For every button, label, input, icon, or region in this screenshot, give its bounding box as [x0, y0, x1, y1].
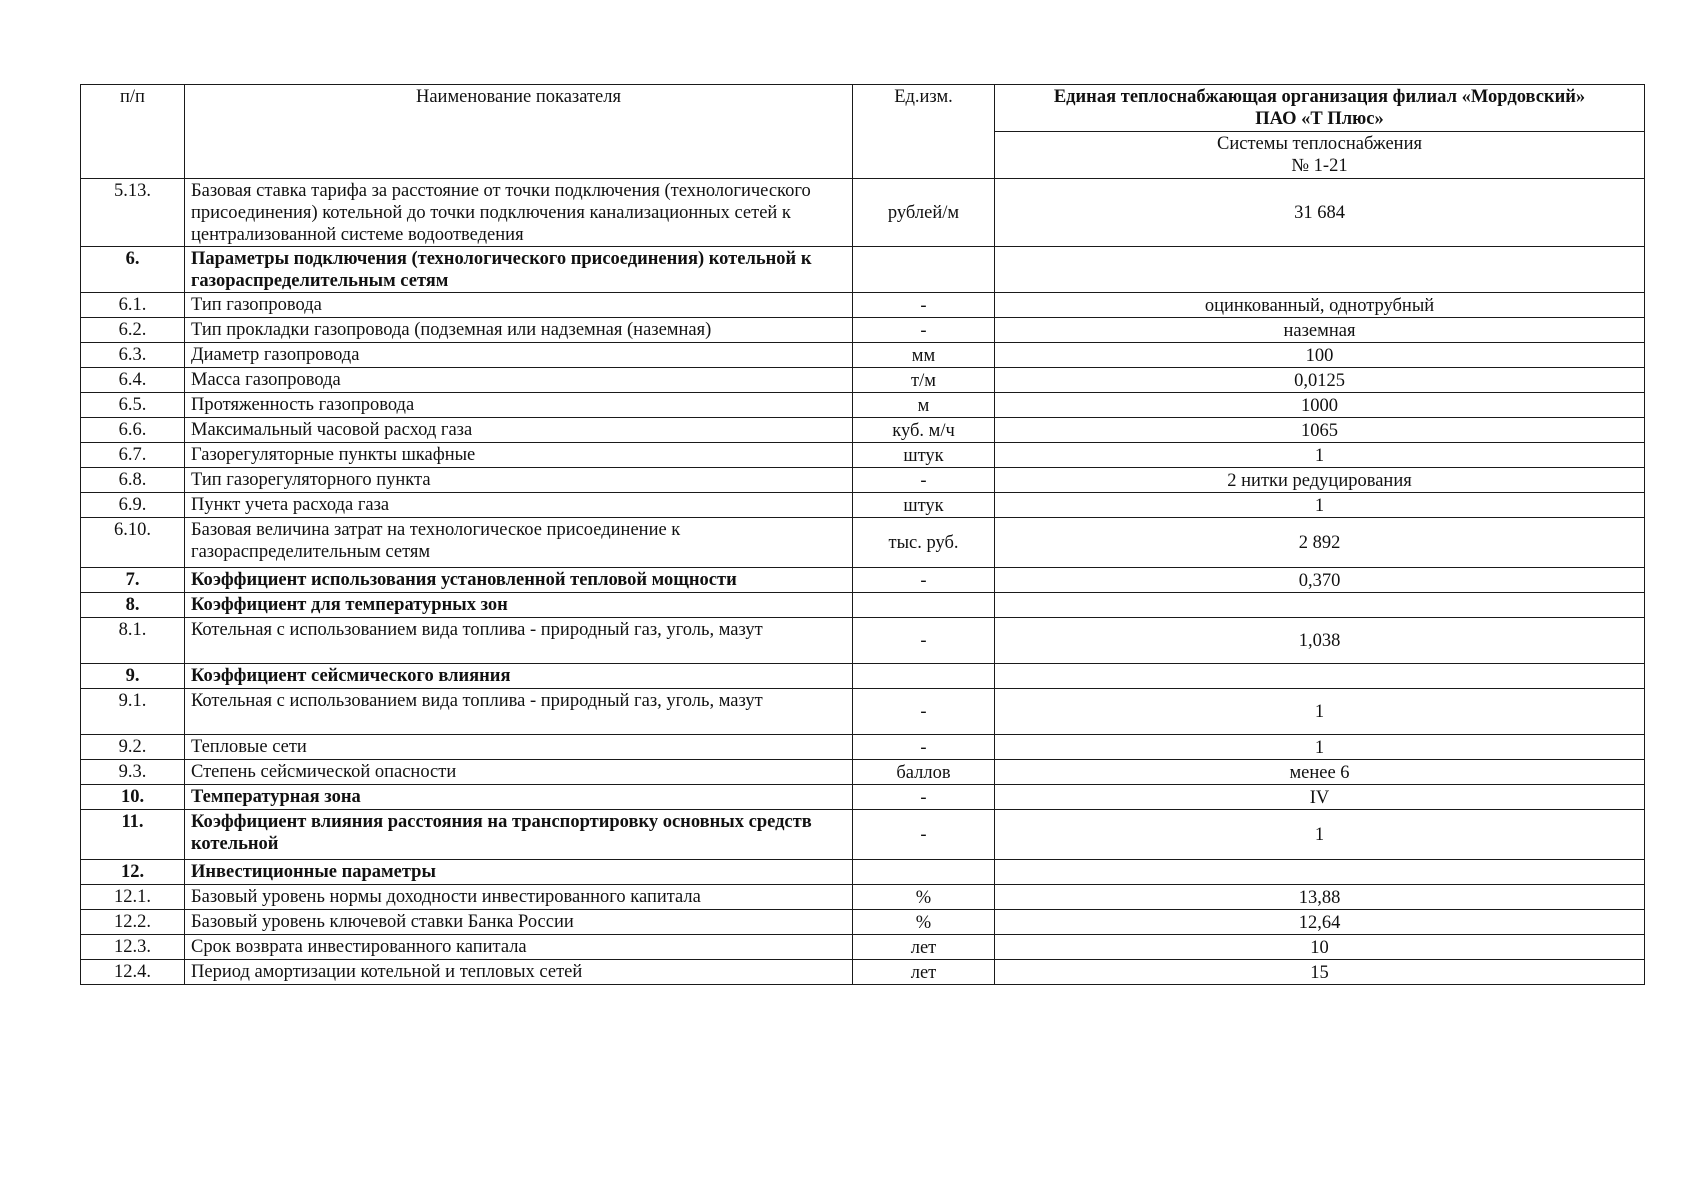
row-unit: м: [853, 393, 995, 418]
row-number: 6.2.: [81, 318, 185, 343]
row-name: Тип прокладки газопровода (подземная или надземная (наземная): [185, 318, 853, 343]
table-row: [81, 179, 1645, 247]
row-value: 31 684: [995, 179, 1645, 247]
row-value: 1: [995, 735, 1645, 760]
table-row: [81, 247, 1645, 293]
table-row: [81, 318, 1645, 343]
row-unit: -: [853, 785, 995, 810]
header-name: Наименование показателя: [185, 85, 853, 179]
header-heat-systems: [995, 132, 1645, 179]
row-name: Базовый уровень нормы доходности инвестированного капитала: [185, 885, 853, 910]
row-name: Тепловые сети: [185, 735, 853, 760]
tariff-parameters-table: [80, 84, 1645, 985]
row-name: Коэффициент влияния расстояния на транспортировку основных средств котельной: [185, 810, 853, 860]
table-row: [81, 785, 1645, 810]
row-number: 6.9.: [81, 493, 185, 518]
row-unit: -: [853, 568, 995, 593]
row-unit: -: [853, 689, 995, 735]
row-number: 6.1.: [81, 293, 185, 318]
row-number: 10.: [81, 785, 185, 810]
row-unit: тыс. руб.: [853, 518, 995, 568]
row-unit: -: [853, 618, 995, 664]
row-value: 0,370: [995, 568, 1645, 593]
table-row: [81, 593, 1645, 618]
table-row: [81, 518, 1645, 568]
row-value: [995, 860, 1645, 885]
row-unit: [853, 247, 995, 293]
table-row: [81, 689, 1645, 735]
row-name: Тип газорегуляторного пункта: [185, 468, 853, 493]
row-unit: лет: [853, 960, 995, 985]
row-unit: -: [853, 735, 995, 760]
table-row: [81, 760, 1645, 785]
row-number: 5.13.: [81, 179, 185, 247]
table-row: [81, 935, 1645, 960]
row-unit: [853, 860, 995, 885]
row-value: 1: [995, 493, 1645, 518]
row-number: 8.: [81, 593, 185, 618]
table-row: [81, 368, 1645, 393]
row-value: 12,64: [995, 910, 1645, 935]
row-number: 12.: [81, 860, 185, 885]
row-name: Максимальный часовой расход газа: [185, 418, 853, 443]
row-number: 9.2.: [81, 735, 185, 760]
row-name: Температурная зона: [185, 785, 853, 810]
row-value: [995, 593, 1645, 618]
row-value: 2 нитки редуцирования: [995, 468, 1645, 493]
row-name: Котельная с использованием вида топлива - природный газ, уголь, мазут: [185, 689, 853, 735]
header-organization-line2: ПАО «Т Плюс»: [1255, 109, 1384, 129]
header-heat-systems-line2: № 1-21: [1291, 156, 1348, 176]
table-row: [81, 860, 1645, 885]
row-name: Срок возврата инвестированного капитала: [185, 935, 853, 960]
row-value: 1: [995, 689, 1645, 735]
row-name: Коэффициент использования установленной тепловой мощности: [185, 568, 853, 593]
row-unit: [853, 664, 995, 689]
row-number: 6.7.: [81, 443, 185, 468]
row-name: Период амортизации котельной и тепловых сетей: [185, 960, 853, 985]
row-unit: лет: [853, 935, 995, 960]
row-number: 6.3.: [81, 343, 185, 368]
row-value: 1000: [995, 393, 1645, 418]
header-unit: Ед.изм.: [853, 85, 995, 179]
table-row: [81, 293, 1645, 318]
row-name: Базовая ставка тарифа за расстояние от точки подключения (технологического присоединения) котельной до точки подключения канализационных сетей к централизованной системе водоотведения: [185, 179, 853, 247]
row-name: Степень сейсмической опасности: [185, 760, 853, 785]
table-row: [81, 418, 1645, 443]
row-value: 100: [995, 343, 1645, 368]
table-row: [81, 493, 1645, 518]
row-unit: %: [853, 910, 995, 935]
row-value: 1: [995, 443, 1645, 468]
row-number: 6.6.: [81, 418, 185, 443]
row-value: 0,0125: [995, 368, 1645, 393]
row-unit: т/м: [853, 368, 995, 393]
row-unit: [853, 593, 995, 618]
row-number: 11.: [81, 810, 185, 860]
table-row: [81, 568, 1645, 593]
table-row: [81, 468, 1645, 493]
row-value: оцинкованный, однотрубный: [995, 293, 1645, 318]
row-value: [995, 247, 1645, 293]
row-name: Коэффициент для температурных зон: [185, 593, 853, 618]
row-unit: мм: [853, 343, 995, 368]
row-number: 12.2.: [81, 910, 185, 935]
row-number: 6.8.: [81, 468, 185, 493]
table-row: [81, 735, 1645, 760]
table-header-row: [81, 85, 1645, 132]
row-value: 1065: [995, 418, 1645, 443]
row-unit: штук: [853, 493, 995, 518]
table-row: [81, 910, 1645, 935]
row-unit: баллов: [853, 760, 995, 785]
row-value: 15: [995, 960, 1645, 985]
row-number: 6.5.: [81, 393, 185, 418]
row-number: 6.4.: [81, 368, 185, 393]
row-unit: -: [853, 293, 995, 318]
row-number: 9.: [81, 664, 185, 689]
row-value: 2 892: [995, 518, 1645, 568]
row-name: Пункт учета расхода газа: [185, 493, 853, 518]
row-name: Базовый уровень ключевой ставки Банка России: [185, 910, 853, 935]
row-value: 1: [995, 810, 1645, 860]
row-number: 9.3.: [81, 760, 185, 785]
table-row: [81, 960, 1645, 985]
row-unit: куб. м/ч: [853, 418, 995, 443]
row-number: 8.1.: [81, 618, 185, 664]
table-row: [81, 393, 1645, 418]
row-unit: %: [853, 885, 995, 910]
table-row: [81, 618, 1645, 664]
row-name: Базовая величина затрат на технологическое присоединение к газораспределительным сетям: [185, 518, 853, 568]
row-number: 9.1.: [81, 689, 185, 735]
row-value: 1,038: [995, 618, 1645, 664]
table-row: [81, 664, 1645, 689]
row-number: 6.: [81, 247, 185, 293]
row-name: Коэффициент сейсмического влияния: [185, 664, 853, 689]
row-unit: -: [853, 468, 995, 493]
row-unit: -: [853, 318, 995, 343]
row-number: 12.3.: [81, 935, 185, 960]
row-name: Масса газопровода: [185, 368, 853, 393]
row-number: 7.: [81, 568, 185, 593]
table-row: [81, 885, 1645, 910]
row-name: Тип газопровода: [185, 293, 853, 318]
row-name: Протяженность газопровода: [185, 393, 853, 418]
table-row: [81, 343, 1645, 368]
table-row: [81, 443, 1645, 468]
row-value: [995, 664, 1645, 689]
row-name: Параметры подключения (технологического присоединения) котельной к газораспределительным сетям: [185, 247, 853, 293]
row-name: Диаметр газопровода: [185, 343, 853, 368]
header-heat-systems-line1: Системы теплоснабжения: [1217, 134, 1422, 154]
row-unit: штук: [853, 443, 995, 468]
row-number: 6.10.: [81, 518, 185, 568]
row-value: наземная: [995, 318, 1645, 343]
row-value: 13,88: [995, 885, 1645, 910]
header-organization: [995, 85, 1645, 132]
row-value: IV: [995, 785, 1645, 810]
row-number: 12.4.: [81, 960, 185, 985]
row-unit: -: [853, 810, 995, 860]
row-value: 10: [995, 935, 1645, 960]
header-num: п/п: [81, 85, 185, 179]
row-name: Котельная с использованием вида топлива - природный газ, уголь, мазут: [185, 618, 853, 664]
row-unit: рублей/м: [853, 179, 995, 247]
table-row: [81, 810, 1645, 860]
row-number: 12.1.: [81, 885, 185, 910]
header-organization-line1: Единая теплоснабжающая организация филиал «Мордовский»: [1053, 87, 1586, 107]
row-value: менее 6: [995, 760, 1645, 785]
row-name: Газорегуляторные пункты шкафные: [185, 443, 853, 468]
row-name: Инвестиционные параметры: [185, 860, 853, 885]
